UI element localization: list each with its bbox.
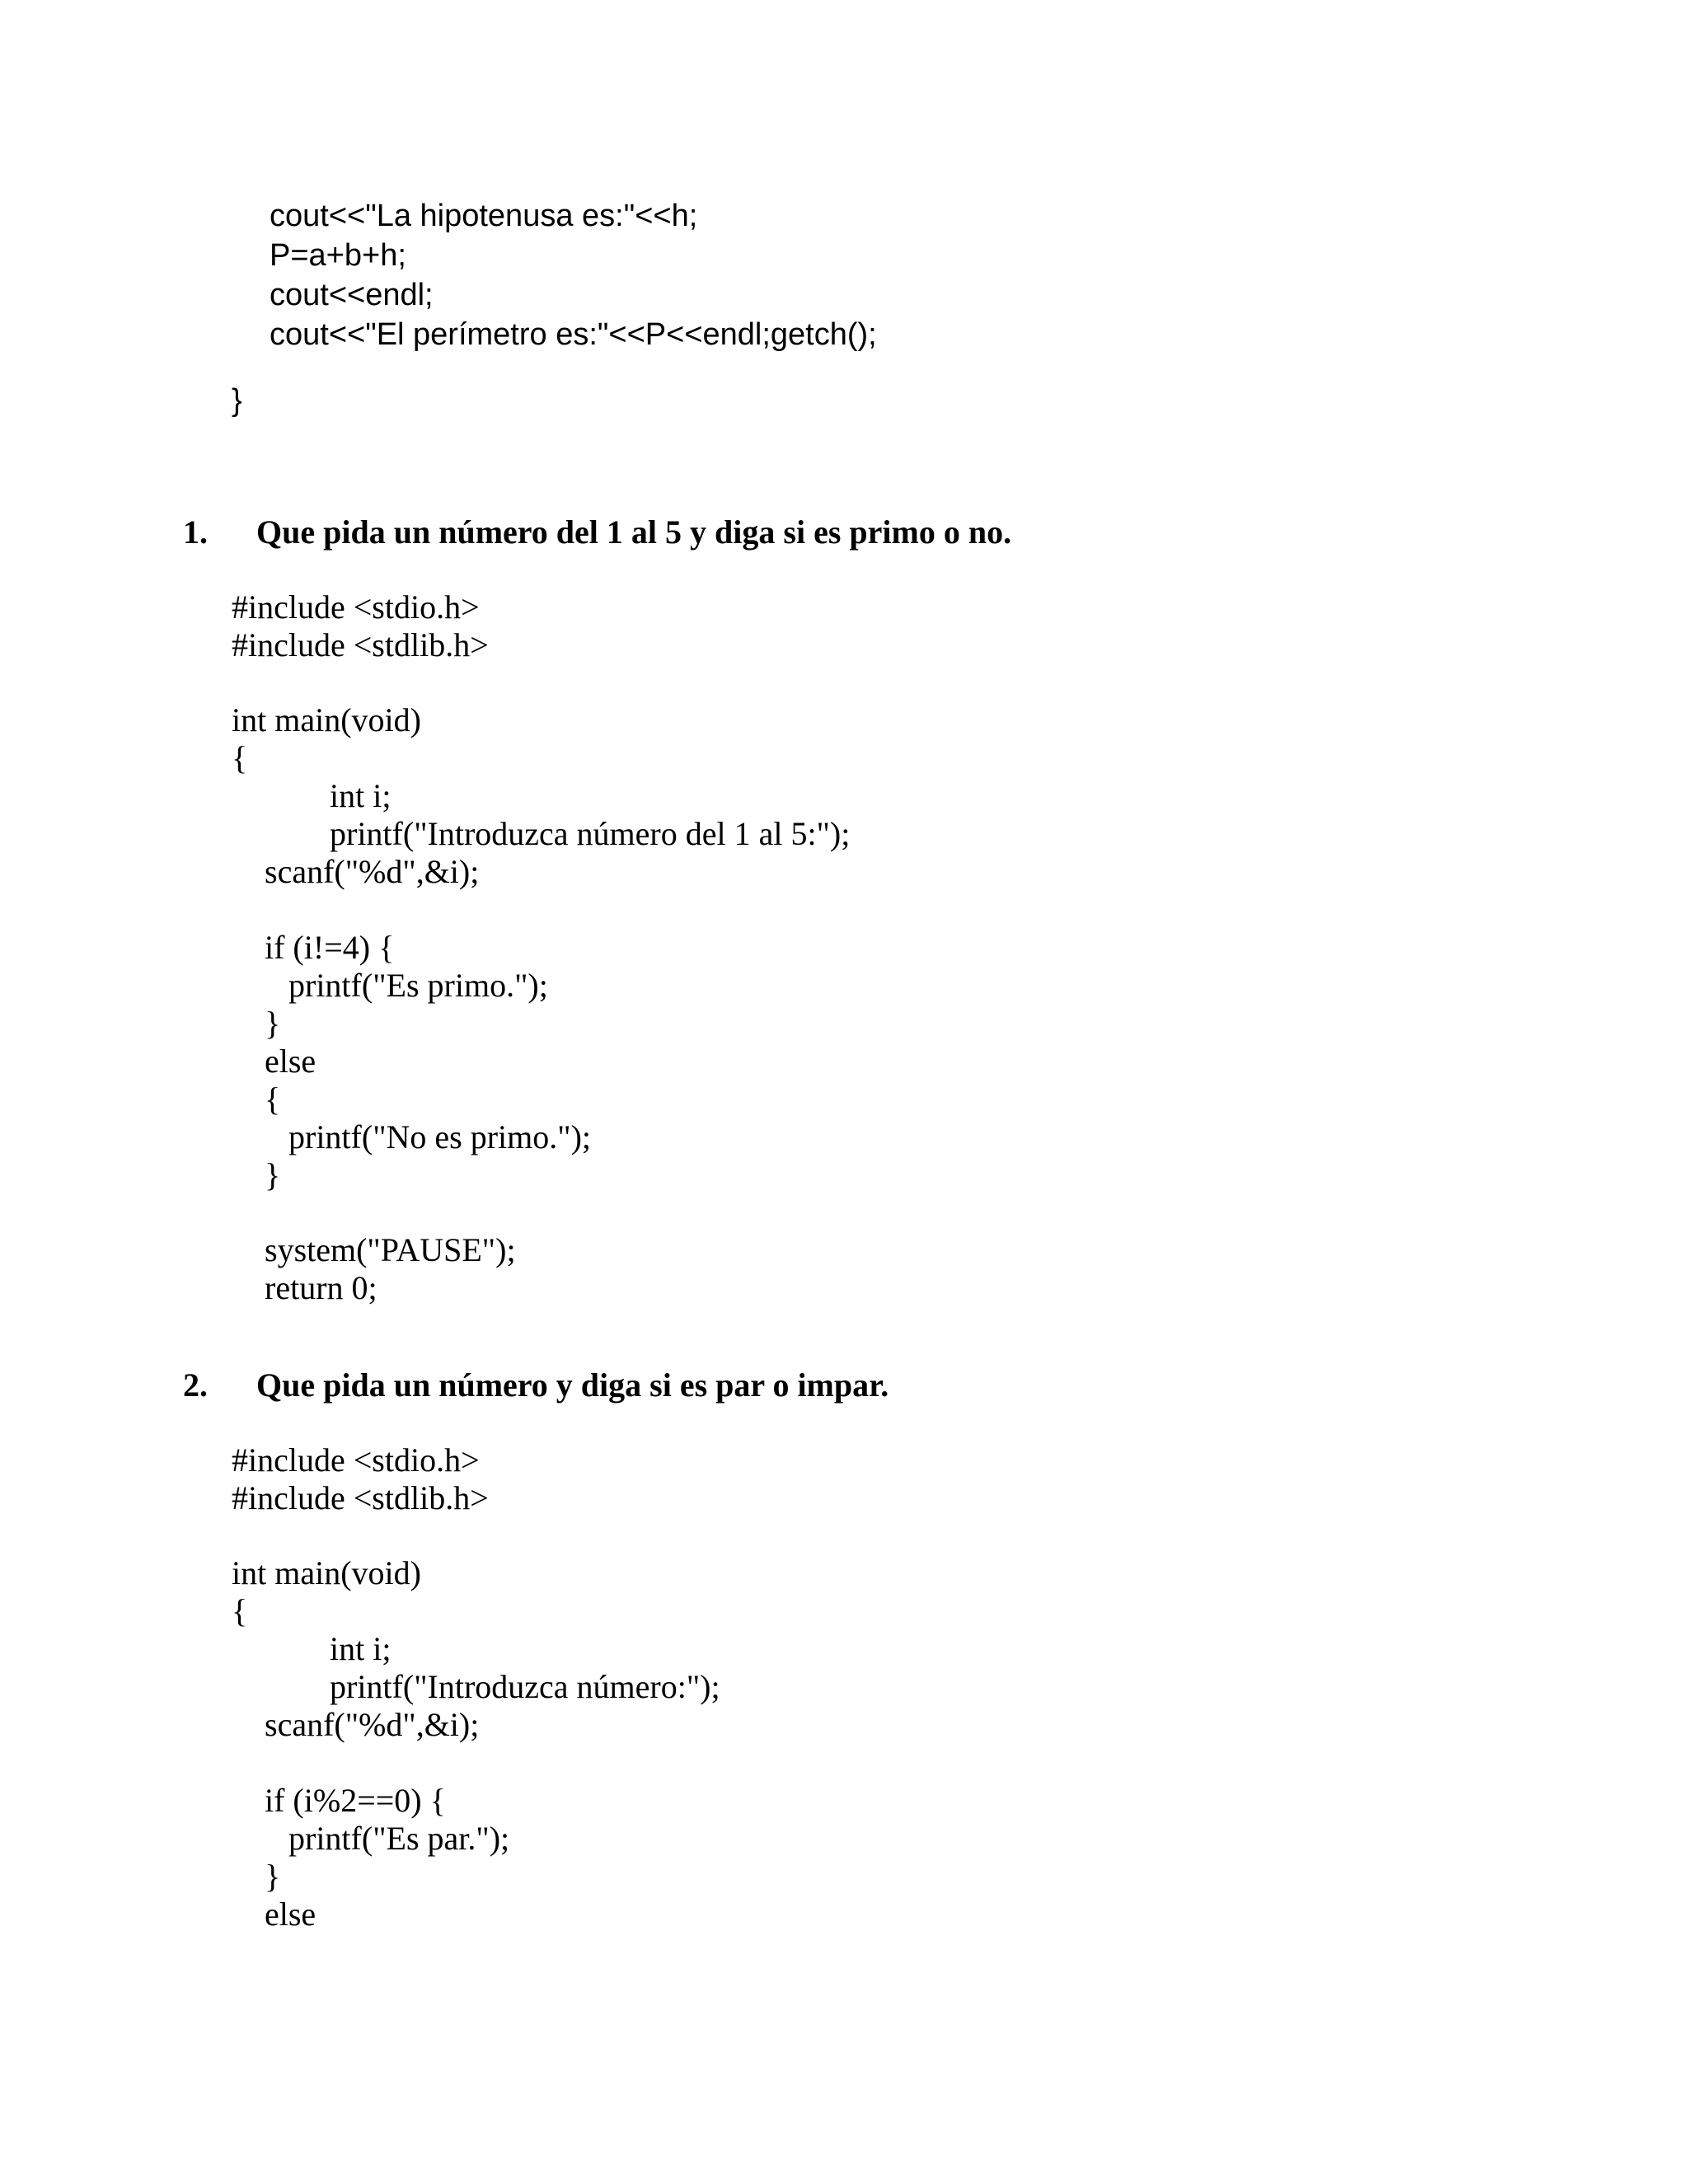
code-line: }	[265, 1156, 281, 1193]
code-line: printf("Es par.");	[288, 1820, 510, 1857]
code-line: else	[265, 1896, 316, 1933]
section-number: 1.	[183, 513, 208, 551]
code-line: else	[265, 1043, 316, 1080]
code-line: cout<<endl;	[270, 278, 434, 312]
section-title: Que pida un número del 1 al 5 y diga si es primo o no.	[256, 513, 1012, 551]
section-number: 2.	[183, 1366, 208, 1404]
code-line: printf("No es primo.");	[288, 1118, 592, 1155]
code-line: #include <stdio.h>	[232, 588, 480, 626]
code-line: scanf("%d",&i);	[265, 1706, 480, 1743]
code-line: {	[232, 1592, 248, 1629]
code-line: int i;	[330, 1630, 392, 1667]
code-line: }	[232, 383, 242, 418]
code-line: return 0;	[265, 1269, 377, 1306]
code-line: cout<<"La hipotenusa es:"<<h;	[270, 199, 698, 233]
code-line: if (i!=4) {	[265, 929, 395, 966]
code-line: {	[232, 739, 248, 776]
code-line: system("PAUSE");	[265, 1231, 516, 1268]
section-title: Que pida un número y diga si es par o impar.	[256, 1366, 889, 1404]
code-line: cout<<"El perímetro es:"<<P<<endl;getch();	[270, 317, 877, 352]
code-line: #include <stdlib.h>	[232, 1479, 489, 1516]
code-line: int i;	[330, 777, 392, 814]
code-line: }	[265, 1858, 281, 1895]
code-line: #include <stdlib.h>	[232, 626, 489, 663]
code-line: P=a+b+h;	[270, 238, 406, 273]
code-line: if (i%2==0) {	[265, 1782, 446, 1819]
code-line: printf("Es primo.");	[288, 967, 548, 1004]
code-line: int main(void)	[232, 1554, 421, 1591]
code-line: printf("Introduzca número del 1 al 5:");	[330, 815, 851, 852]
code-line: #include <stdio.h>	[232, 1441, 480, 1479]
code-line: {	[265, 1080, 281, 1118]
code-line: int main(void)	[232, 701, 421, 738]
code-line: }	[265, 1005, 281, 1042]
code-line: scanf("%d",&i);	[265, 853, 480, 890]
code-line: printf("Introduzca número:");	[330, 1668, 720, 1705]
